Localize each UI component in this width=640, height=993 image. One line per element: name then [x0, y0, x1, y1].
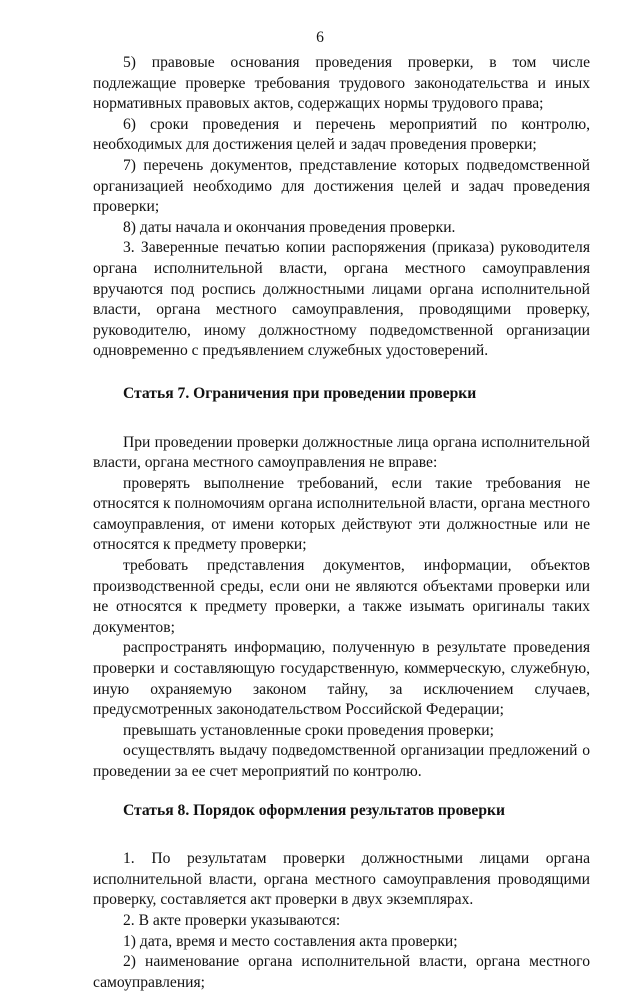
paragraph: 5) правовые основания проведения проверки, в том числе подлежащие проверке требования трудового законодательства и иных нормативных правовых актов, содержащих нормы трудового права; — [93, 54, 590, 113]
page-number: 6 — [316, 29, 324, 46]
section-continuation — [93, 53, 590, 362]
paragraph: проверять выполнение требований, если такие требования не относятся к полномочиям органа исполнительной власти, органа местного самоуправления, от имени которых действуют эти должностные или не относятся к предмету проверки; — [93, 474, 590, 554]
paragraph: распространять информацию, полученную в результате проведения проверки и составляющую государственную, коммерческую, служебную, иную охраняемую законом тайну, за исключением случаев, предусмотренных законодательством Российской Федерации; — [93, 639, 590, 719]
paragraph: При проведении проверки должностные лица органа исполнительной власти, органа местного самоуправления не вправе: — [93, 433, 590, 472]
paragraph: 2) наименование органа исполнительной власти, органа местного самоуправления; — [93, 953, 590, 991]
paragraph: 7) перечень документов, представление которых подведомственной организацией необходимо для достижения целей и задач проведения проверки; — [93, 156, 590, 216]
paragraph: осуществлять выдачу подведомственной организации предложений о проведении за ее счет мероприятий по контролю. — [93, 742, 590, 780]
article-8-body — [93, 849, 590, 993]
paragraph: превышать установленные сроки проведения проверки; — [123, 721, 494, 739]
paragraph: 3. Заверенные печатью копии распоряжения (приказа) руководителя органа исполнительной власти, органа местного самоуправления вручаются под роспись должностными лицами органа исполнительной власти, органа местного самоуправления, проводящими проверку, руководителю, иному должностному подведомственной организации одновременно с предъявлением служебных удостоверений. — [93, 239, 590, 360]
article-7-heading: Статья 7. Ограничения при проведении проверки — [123, 384, 477, 402]
paragraph: 1. По результатам проверки должностными лицами органа исполнительной власти, органа местного самоуправления проводящими проверку, составляется акт проверки в двух экземплярах. — [93, 850, 590, 909]
paragraph: 2. В акте проверки указываются: — [123, 911, 341, 929]
paragraph: требовать представления документов, информации, объектов производственной среды, если они не являются объектами проверки или не относятся к предмету проверки, а также изымать оригиналы таких документов; — [93, 557, 590, 636]
document-body — [93, 53, 590, 993]
article-8-heading: Статья 8. Порядок оформления результатов проверки — [123, 801, 505, 819]
article-7-body — [93, 433, 590, 783]
paragraph: 8) даты начала и окончания проведения проверки. — [123, 218, 456, 236]
paragraph: 1) дата, время и место составления акта проверки; — [123, 932, 458, 950]
paragraph: 6) сроки проведения и перечень мероприятий по контролю, необходимых для достижения целей и задач проведения проверки; — [93, 115, 590, 154]
